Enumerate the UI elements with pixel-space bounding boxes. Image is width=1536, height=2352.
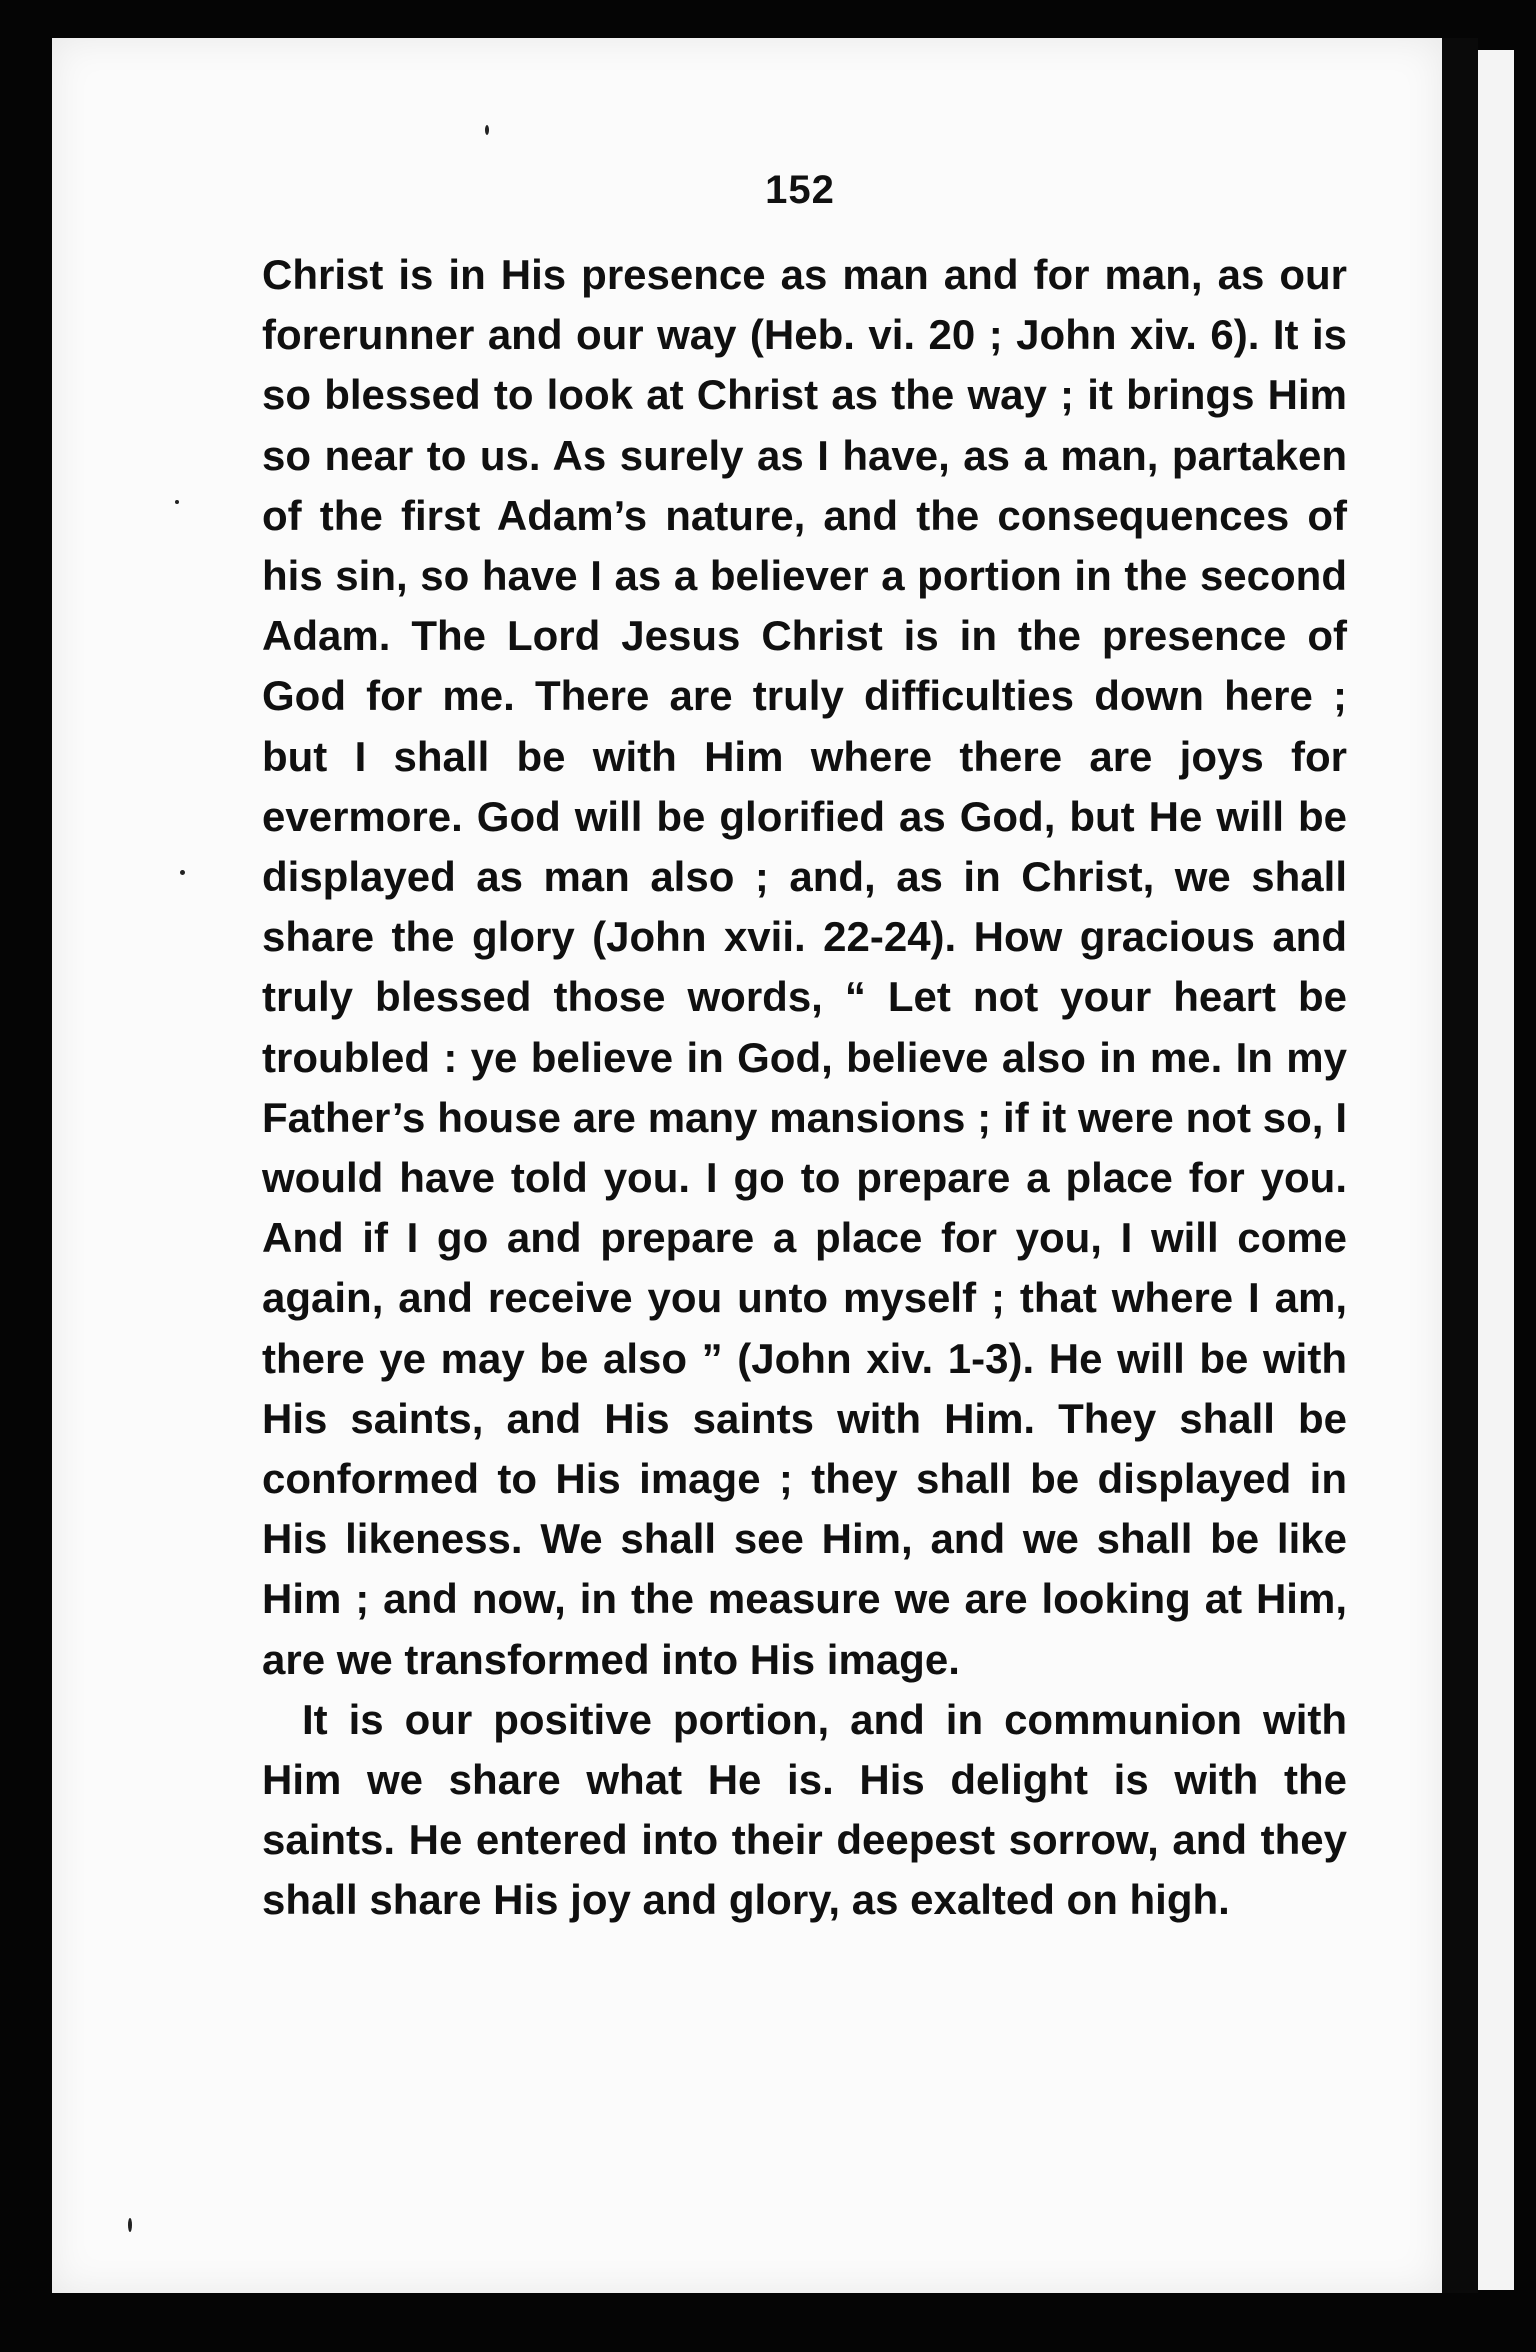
gutter-shadow [1442,38,1478,2293]
body-text [262,245,1347,1931]
scan-speck [180,870,185,875]
paragraph: Christ is in His presence as man and for man, as our forerunner and our way (Heb. vi. 20 ; John xiv. 6). It is so blessed to look at Christ as the way ; it brings Him so near to us. As surely as I have, as a man, partaken of the first Adam’s nature, and the consequences of his sin, so have I as a believer a portion in the second Adam. The Lord Jesus Christ is in the presence of God for me. There are truly difficulties down here ; but I shall be with Him where there are joys for evermore. God will be glorified as God, but He will be displayed as man also ; and, as in Christ, we shall share the glory (John xvii. 22-24). How gracious and truly blessed those words, “ Let not your heart be troubled : ye believe in God, believe also in me. In my Father’s house are many mansions ; if it were not so, I would have told you. I go to prepare a place for you. And if I go and prepare a place for you, I will come again, and receive you unto myself ; that where I am, there ye may be also ” (John xiv. 1-3). He will be with His saints, and His saints with Him. They shall be conformed to His image ; they shall be displayed in His likeness. We shall see Him, and we shall be like Him ; and now, in the measure we are looking at Him, are we transformed into His image. [262,251,1347,1683]
scan-speck [485,125,489,135]
scan-speck [175,500,179,504]
scan-speck [128,2218,132,2232]
page-number: 152 [765,168,835,212]
facing-page-edge [1478,50,1514,2290]
paragraph: It is our positive portion, and in communion with Him we share what He is. His delight is with the saints. He entered into their deepest sorrow, and they shall share His joy and glory, as exalted on high. [262,1695,1347,1924]
